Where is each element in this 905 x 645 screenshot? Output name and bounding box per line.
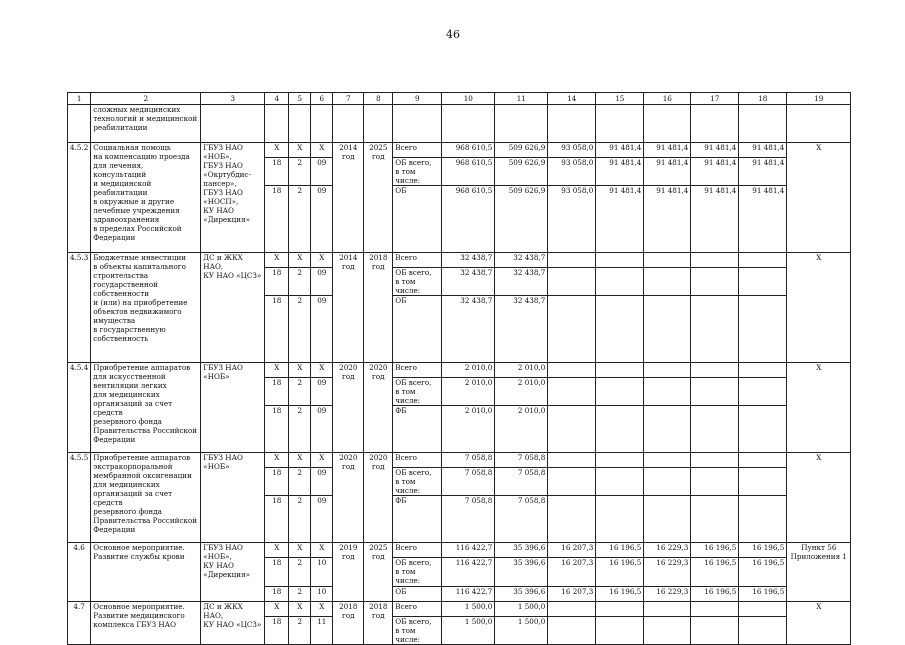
item-name-cell: Приобретение аппаратов экстракорпоральной мембранной оксигенации для медицинских организаций за счет средств резервного фонда Правительства Российской Федерации bbox=[91, 453, 201, 543]
note-cell: Х bbox=[787, 253, 851, 363]
value-cell: 35 396,6 bbox=[495, 587, 548, 602]
value-cell bbox=[691, 617, 739, 645]
value-cell bbox=[739, 468, 787, 496]
kbk-cell: Х bbox=[311, 253, 333, 268]
cont-empty-cell bbox=[201, 105, 265, 143]
value-cell: 91 481,4 bbox=[739, 158, 787, 186]
value-cell bbox=[548, 378, 596, 406]
cont-empty-cell bbox=[596, 105, 644, 143]
value-cell bbox=[596, 406, 644, 453]
kbk-cell: 18 bbox=[265, 468, 289, 496]
value-cell bbox=[691, 602, 739, 617]
item-code-cell: 4.5.4 bbox=[68, 363, 91, 453]
cont-empty-cell bbox=[691, 105, 739, 143]
col-header-7: 7 bbox=[333, 93, 364, 105]
value-cell: 1 500,0 bbox=[495, 602, 548, 617]
table-row bbox=[68, 253, 851, 268]
item-code-cell: 4.5.3 bbox=[68, 253, 91, 363]
value-cell bbox=[739, 268, 787, 296]
executor-cell: ГБУЗ НАО «НОБ», ГБУЗ НАО «Окртубдис- пансер», ГБУЗ НАО «НОСП», КУ НАО «Дирекция» bbox=[201, 143, 265, 253]
start-year-cell: 2020 год bbox=[333, 363, 364, 453]
value-cell bbox=[691, 253, 739, 268]
value-cell: 93 058,0 bbox=[548, 186, 596, 253]
table-row bbox=[68, 602, 851, 617]
cont-code-cell bbox=[68, 105, 91, 143]
value-cell bbox=[739, 496, 787, 543]
value-cell bbox=[548, 468, 596, 496]
value-cell: 16 196,5 bbox=[691, 587, 739, 602]
note-cell: Х bbox=[787, 363, 851, 453]
start-year-cell: 2020 год bbox=[333, 453, 364, 543]
kbk-cell: 09 bbox=[311, 158, 333, 186]
kbk-cell: 18 bbox=[265, 186, 289, 253]
cont-empty-cell bbox=[265, 105, 289, 143]
item-code-cell: 4.5.2 bbox=[68, 143, 91, 253]
item-name-cell: Приобретение аппаратов для искусственной вентиляции легких для медицинских организаций за счет средств резервного фонда Правительства Российской Федерации bbox=[91, 363, 201, 453]
value-cell: 2 010,0 bbox=[495, 406, 548, 453]
value-cell bbox=[596, 453, 644, 468]
kbk-cell: Х bbox=[311, 453, 333, 468]
kbk-cell: 18 bbox=[265, 378, 289, 406]
kbk-cell: Х bbox=[265, 363, 289, 378]
value-cell: 91 481,4 bbox=[644, 158, 691, 186]
funding-source-cell: ОБ всего, в том числе: bbox=[393, 378, 442, 406]
value-cell bbox=[596, 617, 644, 645]
funding-source-cell: ОБ всего, в том числе: bbox=[393, 268, 442, 296]
cont-empty-cell bbox=[787, 105, 851, 143]
executor-cell: ГБУЗ НАО «НОБ» bbox=[201, 363, 265, 453]
value-cell: 32 438,7 bbox=[442, 253, 495, 268]
kbk-cell: Х bbox=[289, 543, 311, 558]
kbk-cell: 11 bbox=[311, 617, 333, 645]
value-cell: 91 481,4 bbox=[596, 158, 644, 186]
value-cell: 7 058,8 bbox=[495, 468, 548, 496]
value-cell bbox=[644, 253, 691, 268]
value-cell: 7 058,8 bbox=[442, 468, 495, 496]
value-cell bbox=[548, 602, 596, 617]
item-name-cell: Социальная помощь на компенсацию проезда для лечения, консультаций и медицинской реабилитации в окружные и другие лечебные учреждения здравоохранения в пределах Российской Федерации bbox=[91, 143, 201, 253]
value-cell: 2 010,0 bbox=[442, 406, 495, 453]
value-cell bbox=[596, 468, 644, 496]
value-cell bbox=[644, 296, 691, 363]
kbk-cell: Х bbox=[289, 143, 311, 158]
cont-empty-cell bbox=[495, 105, 548, 143]
budget-table bbox=[67, 92, 851, 645]
start-year-cell: 2014 год bbox=[333, 143, 364, 253]
kbk-cell: 18 bbox=[265, 558, 289, 587]
value-cell: 1 500,0 bbox=[442, 602, 495, 617]
kbk-cell: 18 bbox=[265, 496, 289, 543]
value-cell: 91 481,4 bbox=[691, 143, 739, 158]
cont-empty-cell bbox=[333, 105, 364, 143]
value-cell: 2 010,0 bbox=[442, 363, 495, 378]
value-cell bbox=[596, 296, 644, 363]
kbk-cell: 2 bbox=[289, 587, 311, 602]
cont-empty-cell bbox=[311, 105, 333, 143]
value-cell: 16 207,3 bbox=[548, 587, 596, 602]
start-year-cell: 2018 год bbox=[333, 602, 364, 645]
funding-source-cell: ОБ bbox=[393, 296, 442, 363]
value-cell bbox=[644, 602, 691, 617]
col-header-6: 6 bbox=[311, 93, 333, 105]
value-cell: 968 610,5 bbox=[442, 143, 495, 158]
value-cell bbox=[739, 363, 787, 378]
funding-source-cell: Всего bbox=[393, 253, 442, 268]
value-cell: 35 396,6 bbox=[495, 558, 548, 587]
value-cell: 32 438,7 bbox=[495, 268, 548, 296]
cont-empty-cell bbox=[289, 105, 311, 143]
table-row bbox=[68, 543, 851, 558]
value-cell bbox=[596, 253, 644, 268]
value-cell: 16 196,5 bbox=[739, 558, 787, 587]
kbk-cell: 18 bbox=[265, 617, 289, 645]
kbk-cell: Х bbox=[311, 543, 333, 558]
kbk-cell: Х bbox=[289, 253, 311, 268]
cont-empty-cell bbox=[739, 105, 787, 143]
col-header-17: 17 bbox=[691, 93, 739, 105]
value-cell bbox=[691, 363, 739, 378]
value-cell: 93 058,0 bbox=[548, 158, 596, 186]
value-cell: 91 481,4 bbox=[644, 186, 691, 253]
col-header-18: 18 bbox=[739, 93, 787, 105]
value-cell: 2 010,0 bbox=[495, 378, 548, 406]
kbk-cell: Х bbox=[289, 363, 311, 378]
value-cell: 16 196,5 bbox=[596, 587, 644, 602]
funding-source-cell: ОБ всего, в том числе: bbox=[393, 158, 442, 186]
end-year-cell: 2018 год bbox=[364, 253, 393, 363]
value-cell bbox=[739, 453, 787, 468]
value-cell: 16 229,3 bbox=[644, 558, 691, 587]
kbk-cell: 2 bbox=[289, 186, 311, 253]
col-header-14: 14 bbox=[548, 93, 596, 105]
col-header-2: 2 bbox=[91, 93, 201, 105]
value-cell bbox=[548, 363, 596, 378]
funding-source-cell: Всего bbox=[393, 453, 442, 468]
kbk-cell: 2 bbox=[289, 296, 311, 363]
col-header-1: 1 bbox=[68, 93, 91, 105]
kbk-cell: 18 bbox=[265, 587, 289, 602]
item-name-cell: Бюджетные инвестиции в объекты капитального строительства государственной собственности и (или) на приобретение объектов недвижимого имущества в государственную собственность bbox=[91, 253, 201, 363]
column-number-row bbox=[68, 93, 851, 105]
kbk-cell: Х bbox=[311, 363, 333, 378]
kbk-cell: 2 bbox=[289, 617, 311, 645]
item-code-cell: 4.5.5 bbox=[68, 453, 91, 543]
funding-source-cell: Всего bbox=[393, 363, 442, 378]
value-cell bbox=[548, 406, 596, 453]
funding-source-cell: Всего bbox=[393, 543, 442, 558]
start-year-cell: 2014 год bbox=[333, 253, 364, 363]
value-cell bbox=[739, 253, 787, 268]
value-cell bbox=[644, 617, 691, 645]
end-year-cell: 2020 год bbox=[364, 363, 393, 453]
value-cell: 116 422,7 bbox=[442, 558, 495, 587]
value-cell bbox=[739, 406, 787, 453]
kbk-cell: 2 bbox=[289, 378, 311, 406]
note-cell: Пункт 56 Приложения 1 bbox=[787, 543, 851, 602]
col-header-10: 10 bbox=[442, 93, 495, 105]
kbk-cell: 2 bbox=[289, 496, 311, 543]
value-cell bbox=[644, 363, 691, 378]
table-row bbox=[68, 453, 851, 468]
kbk-cell: 10 bbox=[311, 587, 333, 602]
note-cell: Х bbox=[787, 453, 851, 543]
value-cell bbox=[548, 496, 596, 543]
value-cell bbox=[644, 496, 691, 543]
executor-cell: ГБУЗ НАО «НОБ» bbox=[201, 453, 265, 543]
kbk-cell: Х bbox=[265, 143, 289, 158]
value-cell: 2 010,0 bbox=[495, 363, 548, 378]
end-year-cell: 2025 год bbox=[364, 143, 393, 253]
value-cell: 91 481,4 bbox=[691, 186, 739, 253]
item-code-cell: 4.7 bbox=[68, 602, 91, 645]
end-year-cell: 2020 год bbox=[364, 453, 393, 543]
funding-source-cell: Всего bbox=[393, 602, 442, 617]
value-cell: 1 500,0 bbox=[495, 617, 548, 645]
value-cell: 91 481,4 bbox=[644, 143, 691, 158]
value-cell: 7 058,8 bbox=[442, 453, 495, 468]
end-year-cell: 2025 год bbox=[364, 543, 393, 602]
value-cell bbox=[596, 363, 644, 378]
kbk-cell: 18 bbox=[265, 268, 289, 296]
value-cell: 1 500,0 bbox=[442, 617, 495, 645]
value-cell bbox=[691, 268, 739, 296]
kbk-cell: 09 bbox=[311, 186, 333, 253]
value-cell: 91 481,4 bbox=[691, 158, 739, 186]
value-cell: 16 196,5 bbox=[739, 543, 787, 558]
value-cell: 16 207,3 bbox=[548, 558, 596, 587]
value-cell: 968 610,5 bbox=[442, 158, 495, 186]
col-header-4: 4 bbox=[265, 93, 289, 105]
value-cell bbox=[739, 617, 787, 645]
note-cell: Х bbox=[787, 143, 851, 253]
cont-empty-cell bbox=[442, 105, 495, 143]
col-header-8: 8 bbox=[364, 93, 393, 105]
cont-empty-cell bbox=[393, 105, 442, 143]
value-cell bbox=[548, 268, 596, 296]
item-code-cell: 4.6 bbox=[68, 543, 91, 602]
kbk-cell: Х bbox=[289, 602, 311, 617]
kbk-cell: Х bbox=[265, 253, 289, 268]
value-cell bbox=[548, 453, 596, 468]
kbk-cell: 09 bbox=[311, 468, 333, 496]
value-cell: 7 058,8 bbox=[442, 496, 495, 543]
kbk-cell: 09 bbox=[311, 378, 333, 406]
kbk-cell: 18 bbox=[265, 406, 289, 453]
table-row bbox=[68, 363, 851, 378]
kbk-cell: 2 bbox=[289, 406, 311, 453]
executor-cell: ГБУЗ НАО «НОБ», КУ НАО «Дирекция» bbox=[201, 543, 265, 602]
funding-source-cell: ФБ bbox=[393, 406, 442, 453]
kbk-cell: Х bbox=[265, 453, 289, 468]
value-cell: 16 196,5 bbox=[739, 587, 787, 602]
value-cell bbox=[548, 296, 596, 363]
value-cell bbox=[691, 296, 739, 363]
value-cell: 16 196,5 bbox=[691, 558, 739, 587]
value-cell bbox=[691, 406, 739, 453]
value-cell: 91 481,4 bbox=[739, 143, 787, 158]
kbk-cell: 09 bbox=[311, 496, 333, 543]
kbk-cell: Х bbox=[311, 602, 333, 617]
value-cell bbox=[596, 268, 644, 296]
cont-name-cell: сложных медицинских технологий и медицинской реабилитации bbox=[91, 105, 201, 143]
value-cell: 7 058,8 bbox=[495, 453, 548, 468]
kbk-cell: Х bbox=[311, 143, 333, 158]
kbk-cell: 18 bbox=[265, 158, 289, 186]
table-body bbox=[68, 93, 851, 645]
col-header-11: 11 bbox=[495, 93, 548, 105]
executor-cell: ДС и ЖКХ НАО, КУ НАО «ЦСЗ» bbox=[201, 253, 265, 363]
value-cell: 116 422,7 bbox=[442, 587, 495, 602]
value-cell bbox=[739, 602, 787, 617]
kbk-cell: Х bbox=[265, 543, 289, 558]
value-cell: 16 229,3 bbox=[644, 587, 691, 602]
value-cell bbox=[691, 453, 739, 468]
value-cell: 509 626,9 bbox=[495, 143, 548, 158]
kbk-cell: 2 bbox=[289, 158, 311, 186]
value-cell: 91 481,4 bbox=[596, 143, 644, 158]
kbk-cell: 09 bbox=[311, 406, 333, 453]
col-header-5: 5 bbox=[289, 93, 311, 105]
value-cell bbox=[548, 617, 596, 645]
value-cell: 16 207,3 bbox=[548, 543, 596, 558]
value-cell bbox=[596, 378, 644, 406]
col-header-19: 19 bbox=[787, 93, 851, 105]
col-header-15: 15 bbox=[596, 93, 644, 105]
funding-source-cell: ОБ bbox=[393, 587, 442, 602]
cont-empty-cell bbox=[364, 105, 393, 143]
kbk-cell: 18 bbox=[265, 296, 289, 363]
item-name-cell: Основное мероприятие. Развитие службы крови bbox=[91, 543, 201, 602]
value-cell: 91 481,4 bbox=[739, 186, 787, 253]
kbk-cell: 2 bbox=[289, 558, 311, 587]
value-cell: 509 626,9 bbox=[495, 158, 548, 186]
value-cell bbox=[691, 378, 739, 406]
kbk-cell: 2 bbox=[289, 268, 311, 296]
col-header-9: 9 bbox=[393, 93, 442, 105]
item-name-cell: Основное мероприятие. Развитие медицинского комплекса ГБУЗ НАО bbox=[91, 602, 201, 645]
funding-source-cell: ФБ bbox=[393, 496, 442, 543]
continuation-row bbox=[68, 105, 851, 143]
kbk-cell: Х bbox=[289, 453, 311, 468]
value-cell: 91 481,4 bbox=[596, 186, 644, 253]
col-header-16: 16 bbox=[644, 93, 691, 105]
value-cell: 509 626,9 bbox=[495, 186, 548, 253]
value-cell bbox=[596, 602, 644, 617]
funding-source-cell: Всего bbox=[393, 143, 442, 158]
cont-empty-cell bbox=[548, 105, 596, 143]
funding-source-cell: ОБ всего, в том числе: bbox=[393, 558, 442, 587]
cont-empty-cell bbox=[644, 105, 691, 143]
page-number: 46 bbox=[446, 28, 460, 41]
kbk-cell: 09 bbox=[311, 268, 333, 296]
executor-cell: ДС и ЖКХ НАО, КУ НАО «ЦСЗ» bbox=[201, 602, 265, 645]
value-cell bbox=[596, 496, 644, 543]
value-cell bbox=[548, 253, 596, 268]
value-cell: 16 196,5 bbox=[596, 558, 644, 587]
value-cell bbox=[691, 496, 739, 543]
value-cell: 32 438,7 bbox=[495, 296, 548, 363]
kbk-cell: Х bbox=[265, 602, 289, 617]
col-header-3: 3 bbox=[201, 93, 265, 105]
value-cell: 16 196,5 bbox=[691, 543, 739, 558]
value-cell: 968 610,5 bbox=[442, 186, 495, 253]
value-cell bbox=[691, 468, 739, 496]
value-cell: 93 058,0 bbox=[548, 143, 596, 158]
value-cell bbox=[644, 453, 691, 468]
kbk-cell: 2 bbox=[289, 468, 311, 496]
value-cell: 32 438,7 bbox=[442, 296, 495, 363]
kbk-cell: 10 bbox=[311, 558, 333, 587]
end-year-cell: 2018 год bbox=[364, 602, 393, 645]
start-year-cell: 2019 год bbox=[333, 543, 364, 602]
value-cell: 116 422,7 bbox=[442, 543, 495, 558]
value-cell: 2 010,0 bbox=[442, 378, 495, 406]
value-cell bbox=[739, 378, 787, 406]
value-cell bbox=[644, 378, 691, 406]
kbk-cell: 09 bbox=[311, 296, 333, 363]
value-cell: 32 438,7 bbox=[442, 268, 495, 296]
note-cell: Х bbox=[787, 602, 851, 645]
value-cell bbox=[644, 268, 691, 296]
table-row bbox=[68, 143, 851, 158]
value-cell bbox=[644, 468, 691, 496]
value-cell bbox=[739, 296, 787, 363]
value-cell bbox=[644, 406, 691, 453]
funding-source-cell: ОБ всего, в том числе: bbox=[393, 617, 442, 645]
value-cell: 16 229,3 bbox=[644, 543, 691, 558]
value-cell: 35 396,6 bbox=[495, 543, 548, 558]
value-cell: 7 058,8 bbox=[495, 496, 548, 543]
value-cell: 16 196,5 bbox=[596, 543, 644, 558]
funding-source-cell: ОБ всего, в том числе: bbox=[393, 468, 442, 496]
funding-source-cell: ОБ bbox=[393, 186, 442, 253]
value-cell: 32 438,7 bbox=[495, 253, 548, 268]
